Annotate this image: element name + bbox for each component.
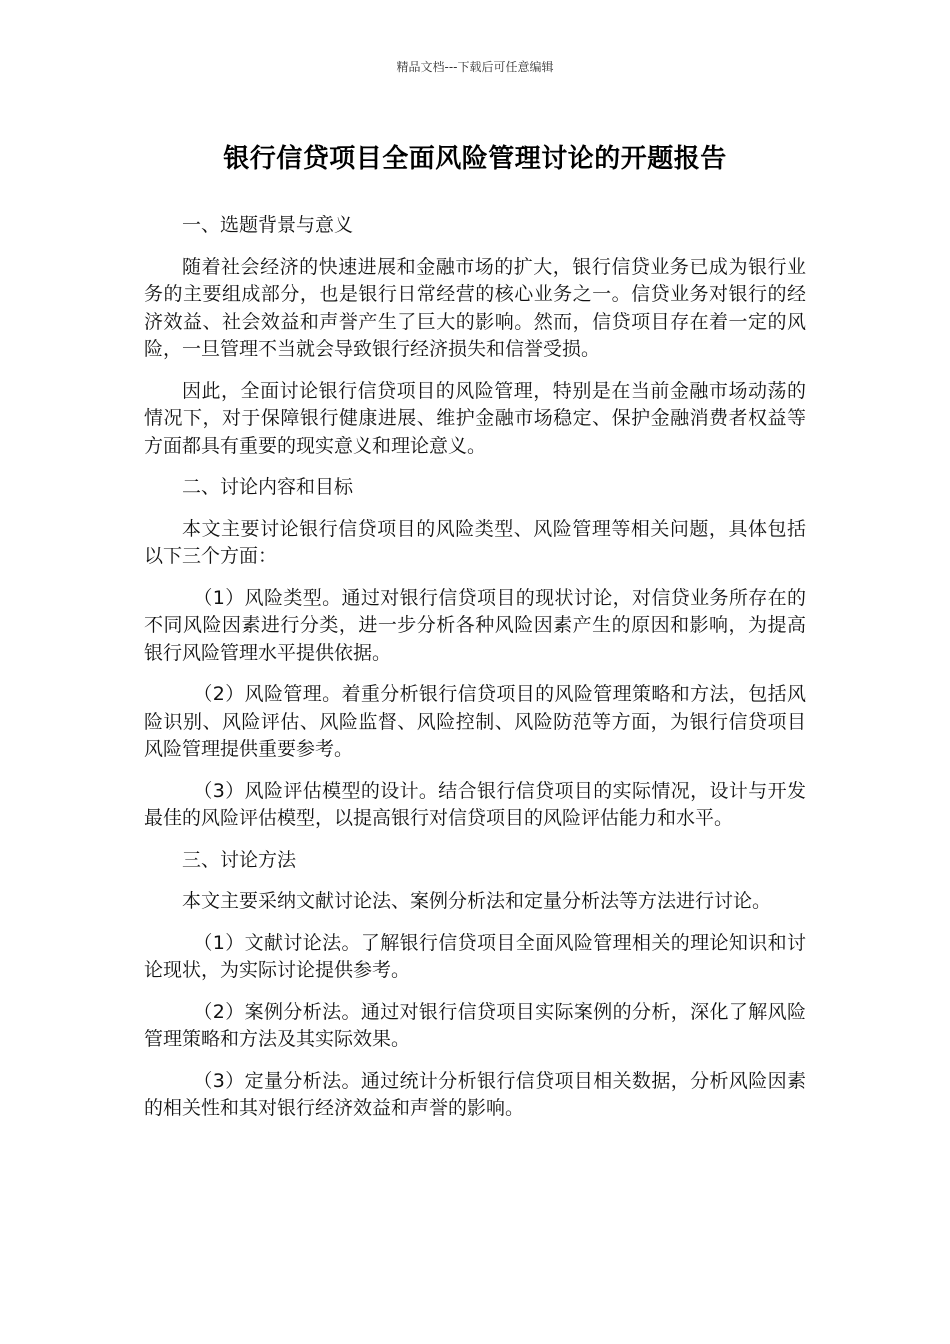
paragraph: 随着社会经济的快速进展和金融市场的扩大，银行信贷业务已成为银行业务的主要组成部分，也是银行日常经营的核心业务之一。信贷业务对银行的经济效益、社会效益和声誉产生了巨大的影响。然而，信贷项目存在着一定的风险，一旦管理不当就会导致银行经济损失和信誉受损。 xyxy=(144,255,806,360)
paragraph: 因此，全面讨论银行信贷项目的风险管理，特别是在当前金融市场动荡的情况下，对于保障银行健康进展、维护金融市场稳定、保护金融消费者权益等方面都具有重要的现实意义和理论意义。 xyxy=(144,379,806,457)
page-header: 精品文档---下载后可任意编辑 xyxy=(396,60,554,74)
section-heading: 一、选题背景与意义 xyxy=(182,214,354,236)
list-item: （2）风险管理。着重分析银行信贷项目的风险管理策略和方法，包括风险识别、风险评估、风险监督、风险控制、风险防范等方面，为银行信贷项目风险管理提供重要参考。 xyxy=(144,683,806,760)
list-item: （3）定量分析法。通过统计分析银行信贷项目相关数据，分析风险因素的相关性和其对银行经济效益和声誉的影响。 xyxy=(144,1069,806,1119)
list-item: （1）文献讨论法。了解银行信贷项目全面风险管理相关的理论知识和讨论现状，为实际讨论提供参考。 xyxy=(144,931,806,981)
section-heading: 三、讨论方法 xyxy=(182,848,297,871)
list-item: （2）案例分析法。通过对银行信贷项目实际案例的分析，深化了解风险管理策略和方法及其实际效果。 xyxy=(144,1000,806,1050)
section-heading: 二、讨论内容和目标 xyxy=(182,476,354,498)
paragraph: 本文主要讨论银行信贷项目的风险类型、风险管理等相关问题，具体包括以下三个方面： xyxy=(144,517,806,567)
paragraph: 本文主要采纳文献讨论法、案例分析法和定量分析法等方法进行讨论。 xyxy=(182,890,772,912)
list-item: （3）风险评估模型的设计。结合银行信贷项目的实际情况，设计与开发最佳的风险评估模型，以提高银行对信贷项目的风险评估能力和水平。 xyxy=(144,779,806,829)
document-title: 银行信贷项目全面风险管理讨论的开题报告 xyxy=(223,144,727,174)
document-body xyxy=(144,212,806,1137)
list-item: （1）风险类型。通过对银行信贷项目的现状讨论，对信贷业务所存在的不同风险因素进行分类，进一步分析各种风险因素产生的原因和影响，为提高银行风险管理水平提供依据。 xyxy=(144,586,806,664)
